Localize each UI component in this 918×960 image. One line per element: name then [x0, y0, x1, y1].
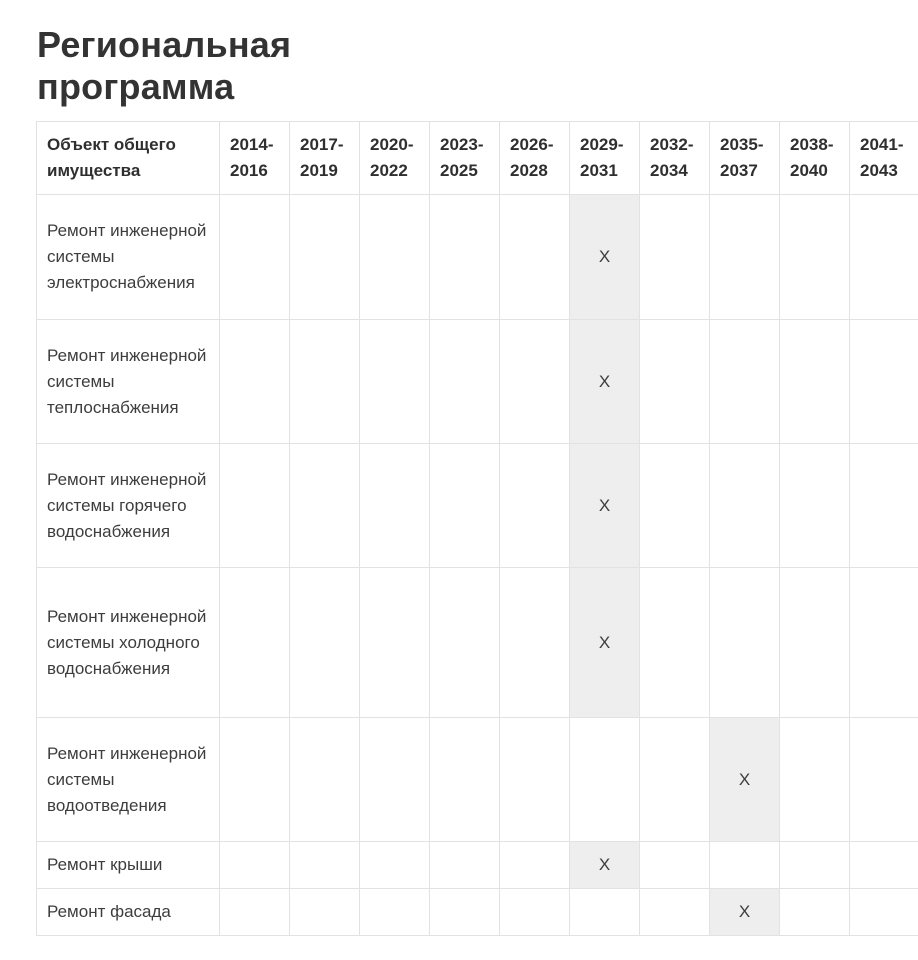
empty-cell — [430, 718, 500, 842]
object-name-cell: Ремонт крыши — [37, 842, 220, 889]
empty-cell — [360, 568, 430, 718]
object-name-cell: Ремонт фасада — [37, 889, 220, 936]
object-name-cell: Ремонт инженерной системы водоотведения — [37, 718, 220, 842]
empty-cell — [640, 842, 710, 889]
empty-cell — [500, 444, 570, 568]
empty-cell — [500, 718, 570, 842]
empty-cell — [430, 444, 500, 568]
column-header-period: 2032-2034 — [640, 122, 710, 195]
empty-cell — [710, 320, 780, 444]
object-name-cell: Ремонт инженерной системы электроснабжения — [37, 195, 220, 320]
empty-cell — [500, 842, 570, 889]
empty-cell — [220, 195, 290, 320]
repair-mark-cell: X — [570, 195, 640, 320]
table-row — [37, 718, 918, 842]
column-header-period: 2041-2043 — [850, 122, 918, 195]
column-header-period: 2038-2040 — [780, 122, 850, 195]
column-header-period: 2035-2037 — [710, 122, 780, 195]
empty-cell — [780, 718, 850, 842]
empty-cell — [640, 568, 710, 718]
empty-cell — [640, 718, 710, 842]
empty-cell — [500, 889, 570, 936]
table-header-row — [37, 122, 918, 195]
empty-cell — [780, 320, 850, 444]
column-header-object: Объект общего имущества — [37, 122, 220, 195]
empty-cell — [360, 842, 430, 889]
empty-cell — [640, 889, 710, 936]
table-row — [37, 842, 918, 889]
column-header-period: 2014-2016 — [220, 122, 290, 195]
table-row — [37, 195, 918, 320]
empty-cell — [710, 195, 780, 320]
empty-cell — [220, 889, 290, 936]
empty-cell — [850, 320, 918, 444]
empty-cell — [850, 718, 918, 842]
empty-cell — [430, 842, 500, 889]
empty-cell — [780, 889, 850, 936]
empty-cell — [850, 889, 918, 936]
empty-cell — [500, 320, 570, 444]
column-header-period: 2026-2028 — [500, 122, 570, 195]
empty-cell — [220, 444, 290, 568]
table-row — [37, 889, 918, 936]
empty-cell — [290, 444, 360, 568]
empty-cell — [710, 842, 780, 889]
empty-cell — [290, 889, 360, 936]
empty-cell — [850, 568, 918, 718]
empty-cell — [640, 320, 710, 444]
program-table — [36, 121, 918, 936]
repair-mark-cell: X — [710, 718, 780, 842]
empty-cell — [570, 718, 640, 842]
table-row — [37, 568, 918, 718]
empty-cell — [710, 444, 780, 568]
page-title: Региональная программа — [37, 24, 292, 107]
empty-cell — [570, 889, 640, 936]
column-header-period: 2029-2031 — [570, 122, 640, 195]
empty-cell — [290, 842, 360, 889]
empty-cell — [430, 320, 500, 444]
empty-cell — [360, 320, 430, 444]
empty-cell — [640, 444, 710, 568]
empty-cell — [220, 842, 290, 889]
empty-cell — [220, 718, 290, 842]
empty-cell — [850, 444, 918, 568]
empty-cell — [710, 568, 780, 718]
empty-cell — [290, 718, 360, 842]
table-row — [37, 444, 918, 568]
empty-cell — [360, 718, 430, 842]
repair-mark-cell: X — [570, 320, 640, 444]
empty-cell — [360, 444, 430, 568]
empty-cell — [290, 195, 360, 320]
repair-mark-cell: X — [710, 889, 780, 936]
table-row — [37, 320, 918, 444]
empty-cell — [780, 444, 850, 568]
column-header-period: 2020-2022 — [360, 122, 430, 195]
column-header-period: 2023-2025 — [430, 122, 500, 195]
empty-cell — [220, 320, 290, 444]
repair-mark-cell: X — [570, 842, 640, 889]
empty-cell — [500, 568, 570, 718]
empty-cell — [430, 568, 500, 718]
empty-cell — [220, 568, 290, 718]
empty-cell — [780, 195, 850, 320]
column-header-period: 2017-2019 — [290, 122, 360, 195]
empty-cell — [780, 842, 850, 889]
repair-mark-cell: X — [570, 444, 640, 568]
empty-cell — [360, 195, 430, 320]
empty-cell — [290, 320, 360, 444]
table-body — [37, 195, 918, 936]
object-name-cell: Ремонт инженерной системы горячего водоснабжения — [37, 444, 220, 568]
empty-cell — [430, 889, 500, 936]
object-name-cell: Ремонт инженерной системы теплоснабжения — [37, 320, 220, 444]
empty-cell — [850, 195, 918, 320]
empty-cell — [500, 195, 570, 320]
empty-cell — [360, 889, 430, 936]
empty-cell — [850, 842, 918, 889]
object-name-cell: Ремонт инженерной системы холодного водоснабжения — [37, 568, 220, 718]
empty-cell — [640, 195, 710, 320]
repair-mark-cell: X — [570, 568, 640, 718]
empty-cell — [430, 195, 500, 320]
empty-cell — [290, 568, 360, 718]
empty-cell — [780, 568, 850, 718]
